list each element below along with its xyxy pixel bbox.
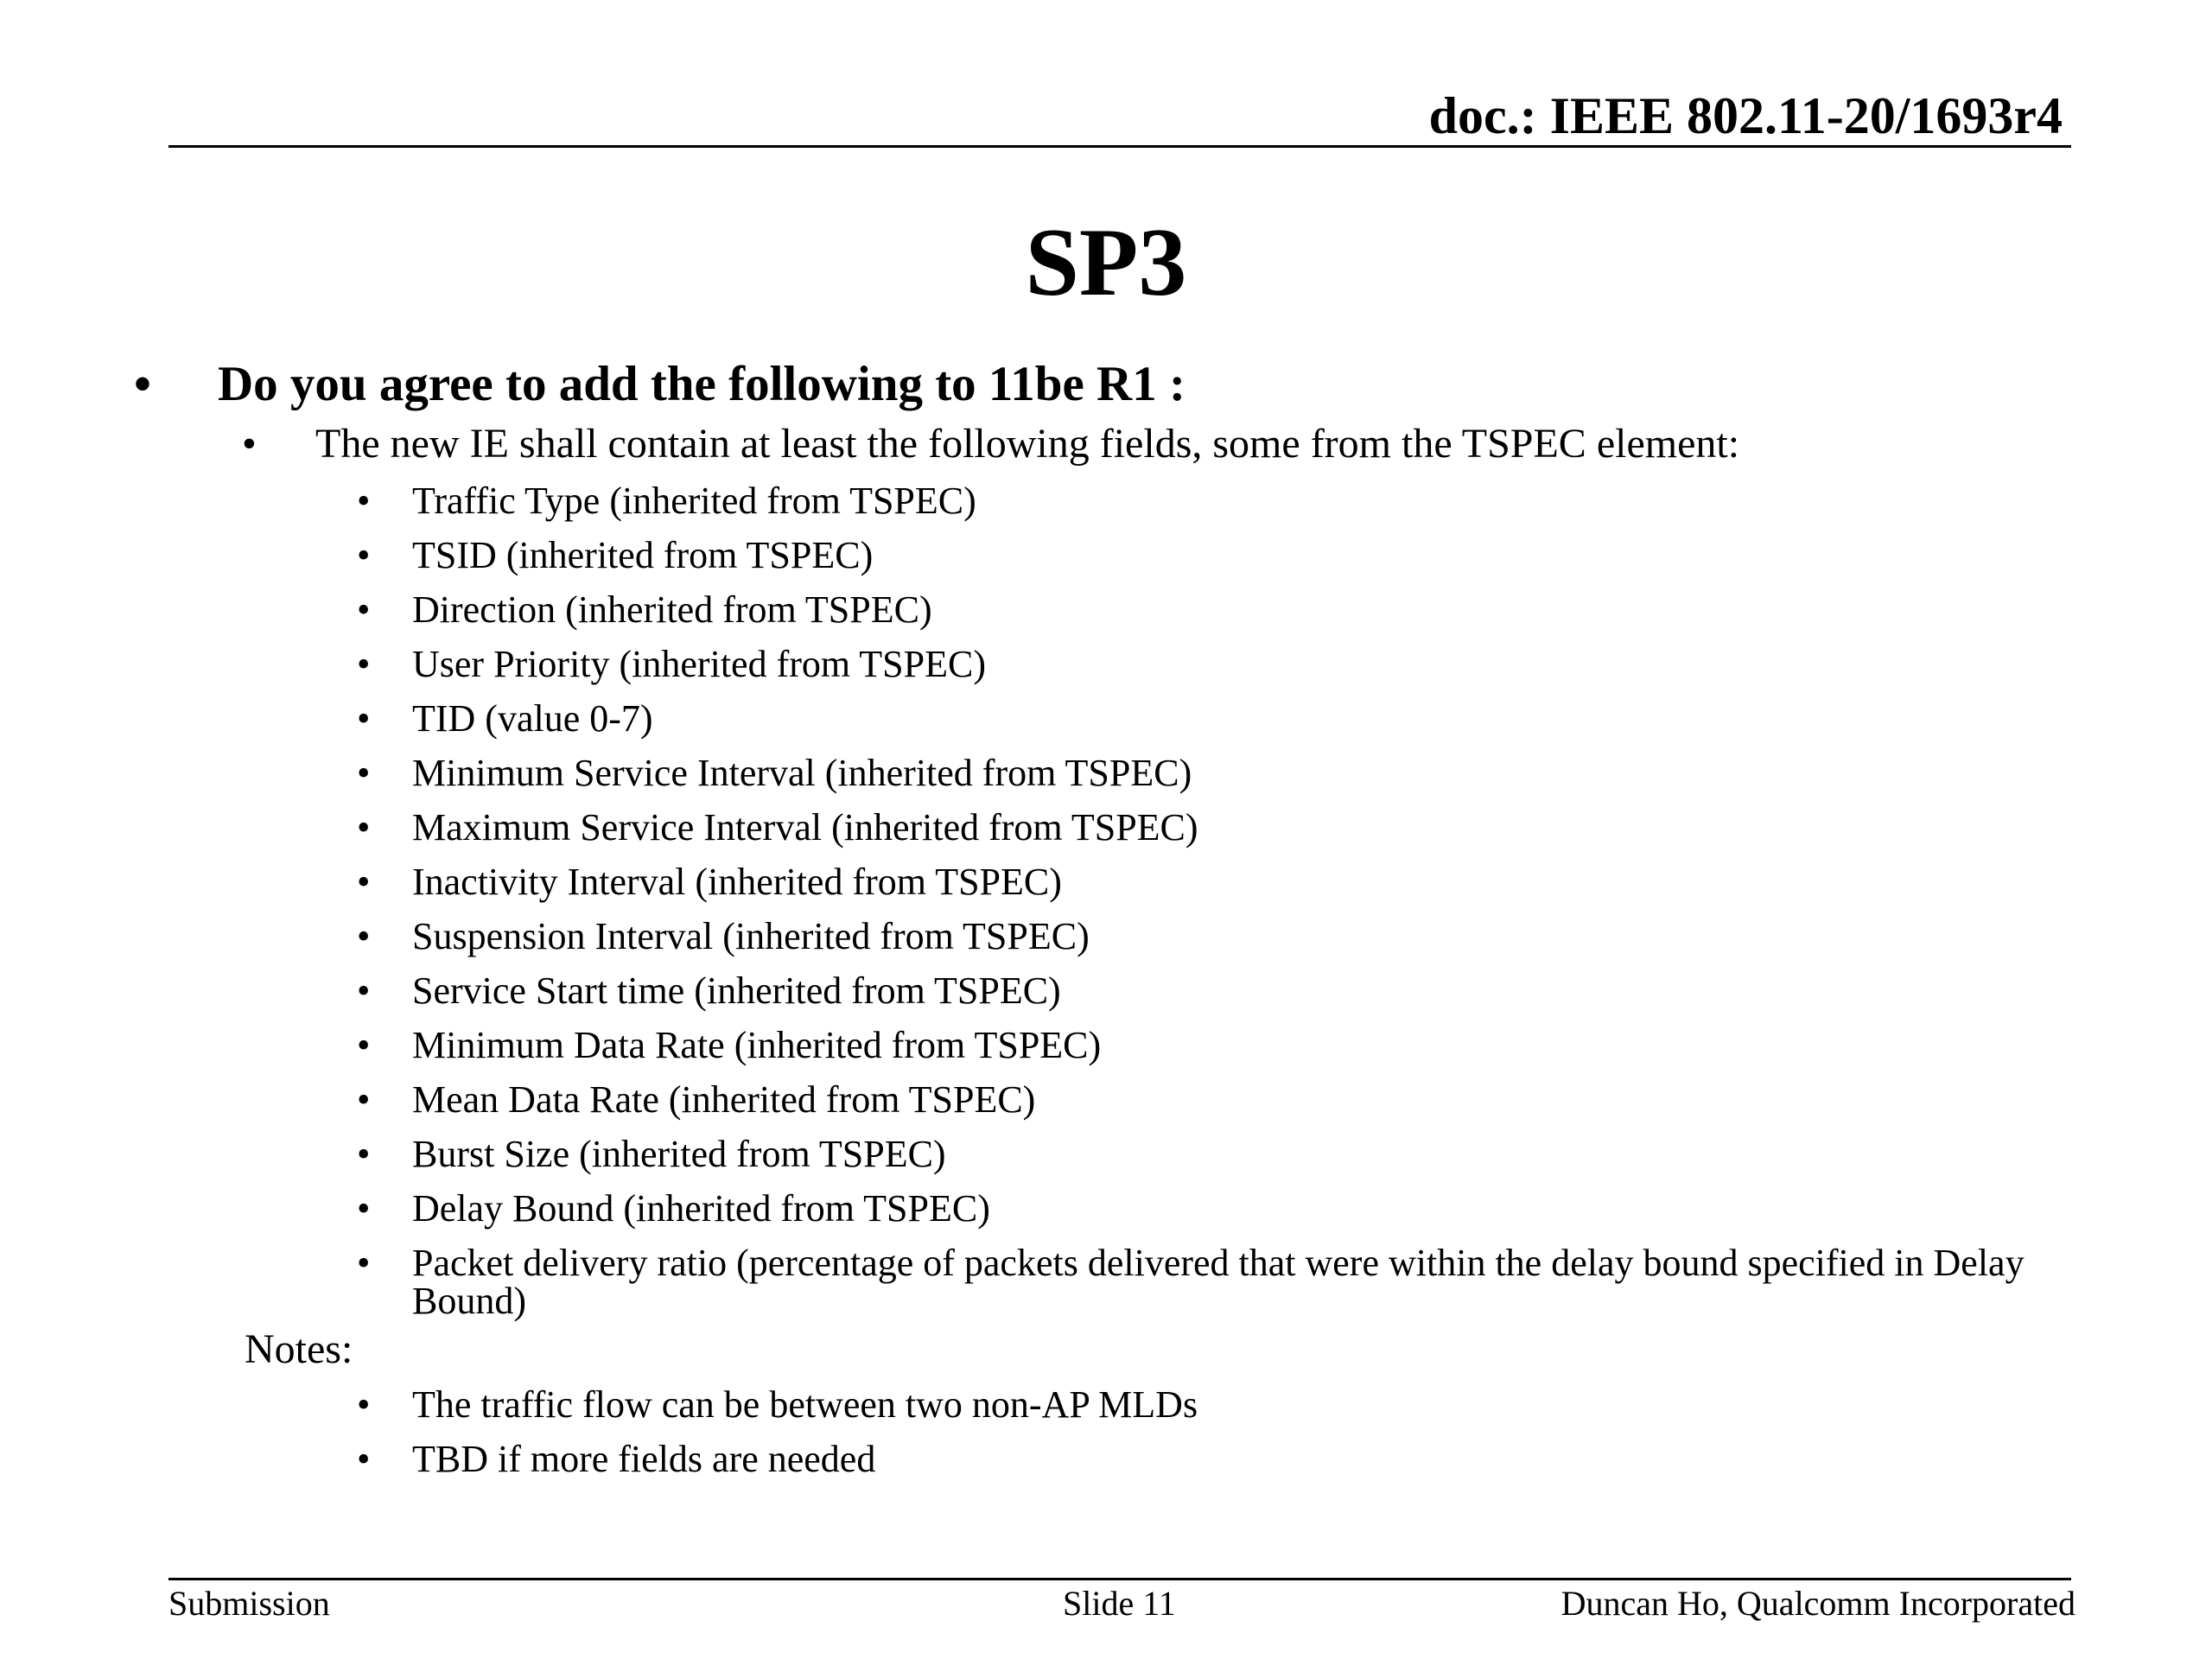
bullet-icon: • <box>357 480 371 522</box>
field-text: Suspension Interval (inherited from TSPEC) <box>412 915 1090 957</box>
question-text: Do you agree to add the following to 11be R1 : <box>218 357 1185 411</box>
header-divider <box>168 145 2071 148</box>
bullet-icon: • <box>357 1024 371 1066</box>
bullet-icon: • <box>357 806 371 849</box>
bullet-icon: • <box>357 1242 371 1284</box>
field-text: Delay Bound (inherited from TSPEC) <box>412 1187 990 1230</box>
field-text: Mean Data Rate (inherited from TSPEC) <box>412 1078 1036 1121</box>
note-text: The traffic flow can be between two non-AP MLDs <box>412 1383 1198 1426</box>
document-id: doc.: IEEE 802.11-20/1693r4 <box>1428 87 2063 144</box>
bullet-icon: • <box>357 1187 371 1230</box>
field-text: TSID (inherited from TSPEC) <box>412 534 874 576</box>
field-text: Traffic Type (inherited from TSPEC) <box>412 480 976 522</box>
bullet-icon: • <box>357 1383 371 1426</box>
field-text: Packet delivery ratio (percentage of packets delivered that were within the delay bound specified in Delay Bound) <box>412 1242 2024 1322</box>
note-text: TBD if more fields are needed <box>412 1438 876 1480</box>
intro-text: The new IE shall contain at least the following fields, some from the TSPEC element: <box>315 421 1740 467</box>
field-text: Service Start time (inherited from TSPEC) <box>412 969 1061 1012</box>
bullet-icon: • <box>357 915 371 957</box>
notes-label: Notes: <box>245 1326 353 1372</box>
bullet-icon: • <box>357 697 371 740</box>
bullet-icon: • <box>357 1078 371 1121</box>
field-text: Maximum Service Interval (inherited from TSPEC) <box>412 806 1198 849</box>
bullet-icon: • <box>357 643 371 685</box>
bullet-icon: • <box>357 969 371 1012</box>
slide-title: SP3 <box>1025 209 1187 316</box>
field-text: Inactivity Interval (inherited from TSPEC) <box>412 861 1062 903</box>
field-text: Minimum Service Interval (inherited from TSPEC) <box>412 752 1192 794</box>
bullet-icon: • <box>242 421 257 467</box>
field-text: Direction (inherited from TSPEC) <box>412 588 932 631</box>
bullet-icon: • <box>357 1438 371 1480</box>
footer-divider <box>168 1578 2071 1580</box>
bullet-icon: • <box>357 752 371 794</box>
bullet-icon: • <box>357 861 371 903</box>
field-text: Burst Size (inherited from TSPEC) <box>412 1133 946 1175</box>
bullet-icon: • <box>357 534 371 576</box>
footer-author: Duncan Ho, Qualcomm Incorporated <box>1560 1584 2075 1623</box>
field-text: User Priority (inherited from TSPEC) <box>412 643 986 685</box>
bullet-icon: • <box>357 1133 371 1175</box>
bullet-icon: • <box>357 588 371 631</box>
slide-number: Slide 11 <box>1063 1584 1176 1623</box>
field-text: TID (value 0-7) <box>412 697 653 740</box>
footer-submission: Submission <box>168 1584 330 1623</box>
field-text: Minimum Data Rate (inherited from TSPEC) <box>412 1024 1102 1066</box>
bullet-icon: • <box>134 357 151 411</box>
